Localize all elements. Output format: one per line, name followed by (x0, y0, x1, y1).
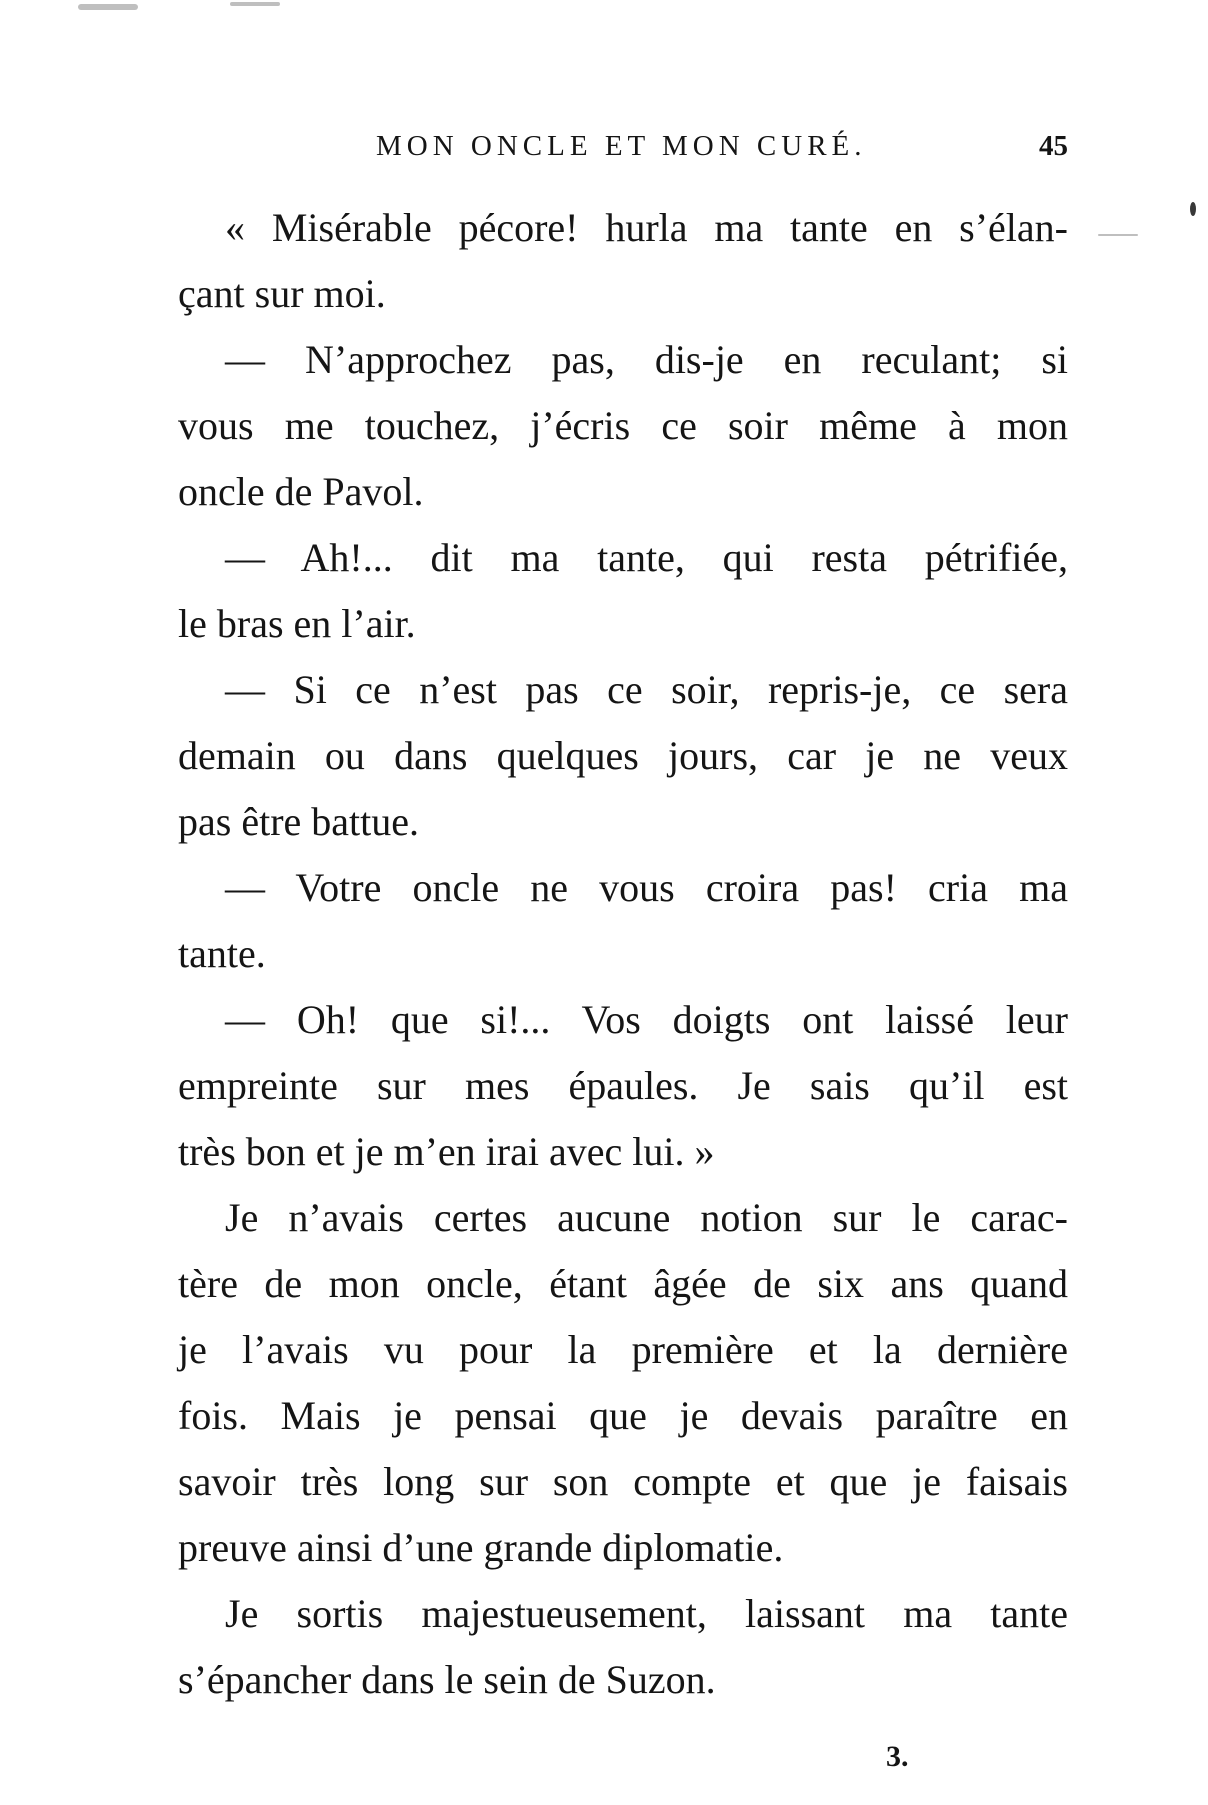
text-line: — Oh! que si!... Vos doigts ont laissé leur (225, 997, 1068, 1042)
text-line: preuve ainsi d’une grande diplomatie. (178, 1525, 784, 1570)
print-speck (1098, 234, 1138, 236)
text-line: le bras en l’air. (178, 601, 416, 646)
text-line: empreinte sur mes épaules. Je sais qu’il est (178, 1063, 1068, 1108)
text-line: s’épancher dans le sein de Suzon. (178, 1657, 716, 1702)
text-line: « Misérable pécore! hurla ma tante en s’élan- (225, 205, 1068, 250)
text-line: fois. Mais je pensai que je devais paraître en (178, 1393, 1068, 1438)
text-line: — Ah!... dit ma tante, qui resta pétrifiée, (225, 535, 1068, 580)
text-line: — N’approchez pas, dis-je en reculant; si (225, 337, 1068, 382)
print-speck (78, 4, 138, 10)
text-line: Je n’avais certes aucune notion sur le carac- (225, 1195, 1068, 1240)
text-line: je l’avais vu pour la première et la dernière (178, 1327, 1068, 1372)
text-line: tante. (178, 931, 266, 976)
print-speck (230, 2, 280, 6)
text-line: tère de mon oncle, étant âgée de six ans quand (178, 1261, 1068, 1306)
text-line: très bon et je m’en irai avec lui. » (178, 1129, 715, 1174)
page-number: 45 (1039, 130, 1068, 162)
running-header (178, 130, 1068, 170)
text-line: çant sur moi. (178, 271, 386, 316)
body-text (178, 195, 1068, 1713)
text-line: pas être battue. (178, 799, 419, 844)
running-title: MON ONCLE ET MON CURÉ. (376, 130, 867, 162)
text-line: Je sortis majestueusement, laissant ma tante (225, 1591, 1068, 1636)
text-line: oncle de Pavol. (178, 469, 424, 514)
text-line: vous me touchez, j’écris ce soir même à mon (178, 403, 1068, 448)
text-line: savoir très long sur son compte et que je faisais (178, 1459, 1068, 1504)
text-line: — Si ce n’est pas ce soir, repris-je, ce sera (225, 667, 1068, 712)
text-line: — Votre oncle ne vous croira pas! cria ma (225, 865, 1068, 910)
print-speck (1190, 202, 1196, 216)
signature-mark: 3. (886, 1740, 909, 1773)
text-line: demain ou dans quelques jours, car je ne veux (178, 733, 1068, 778)
